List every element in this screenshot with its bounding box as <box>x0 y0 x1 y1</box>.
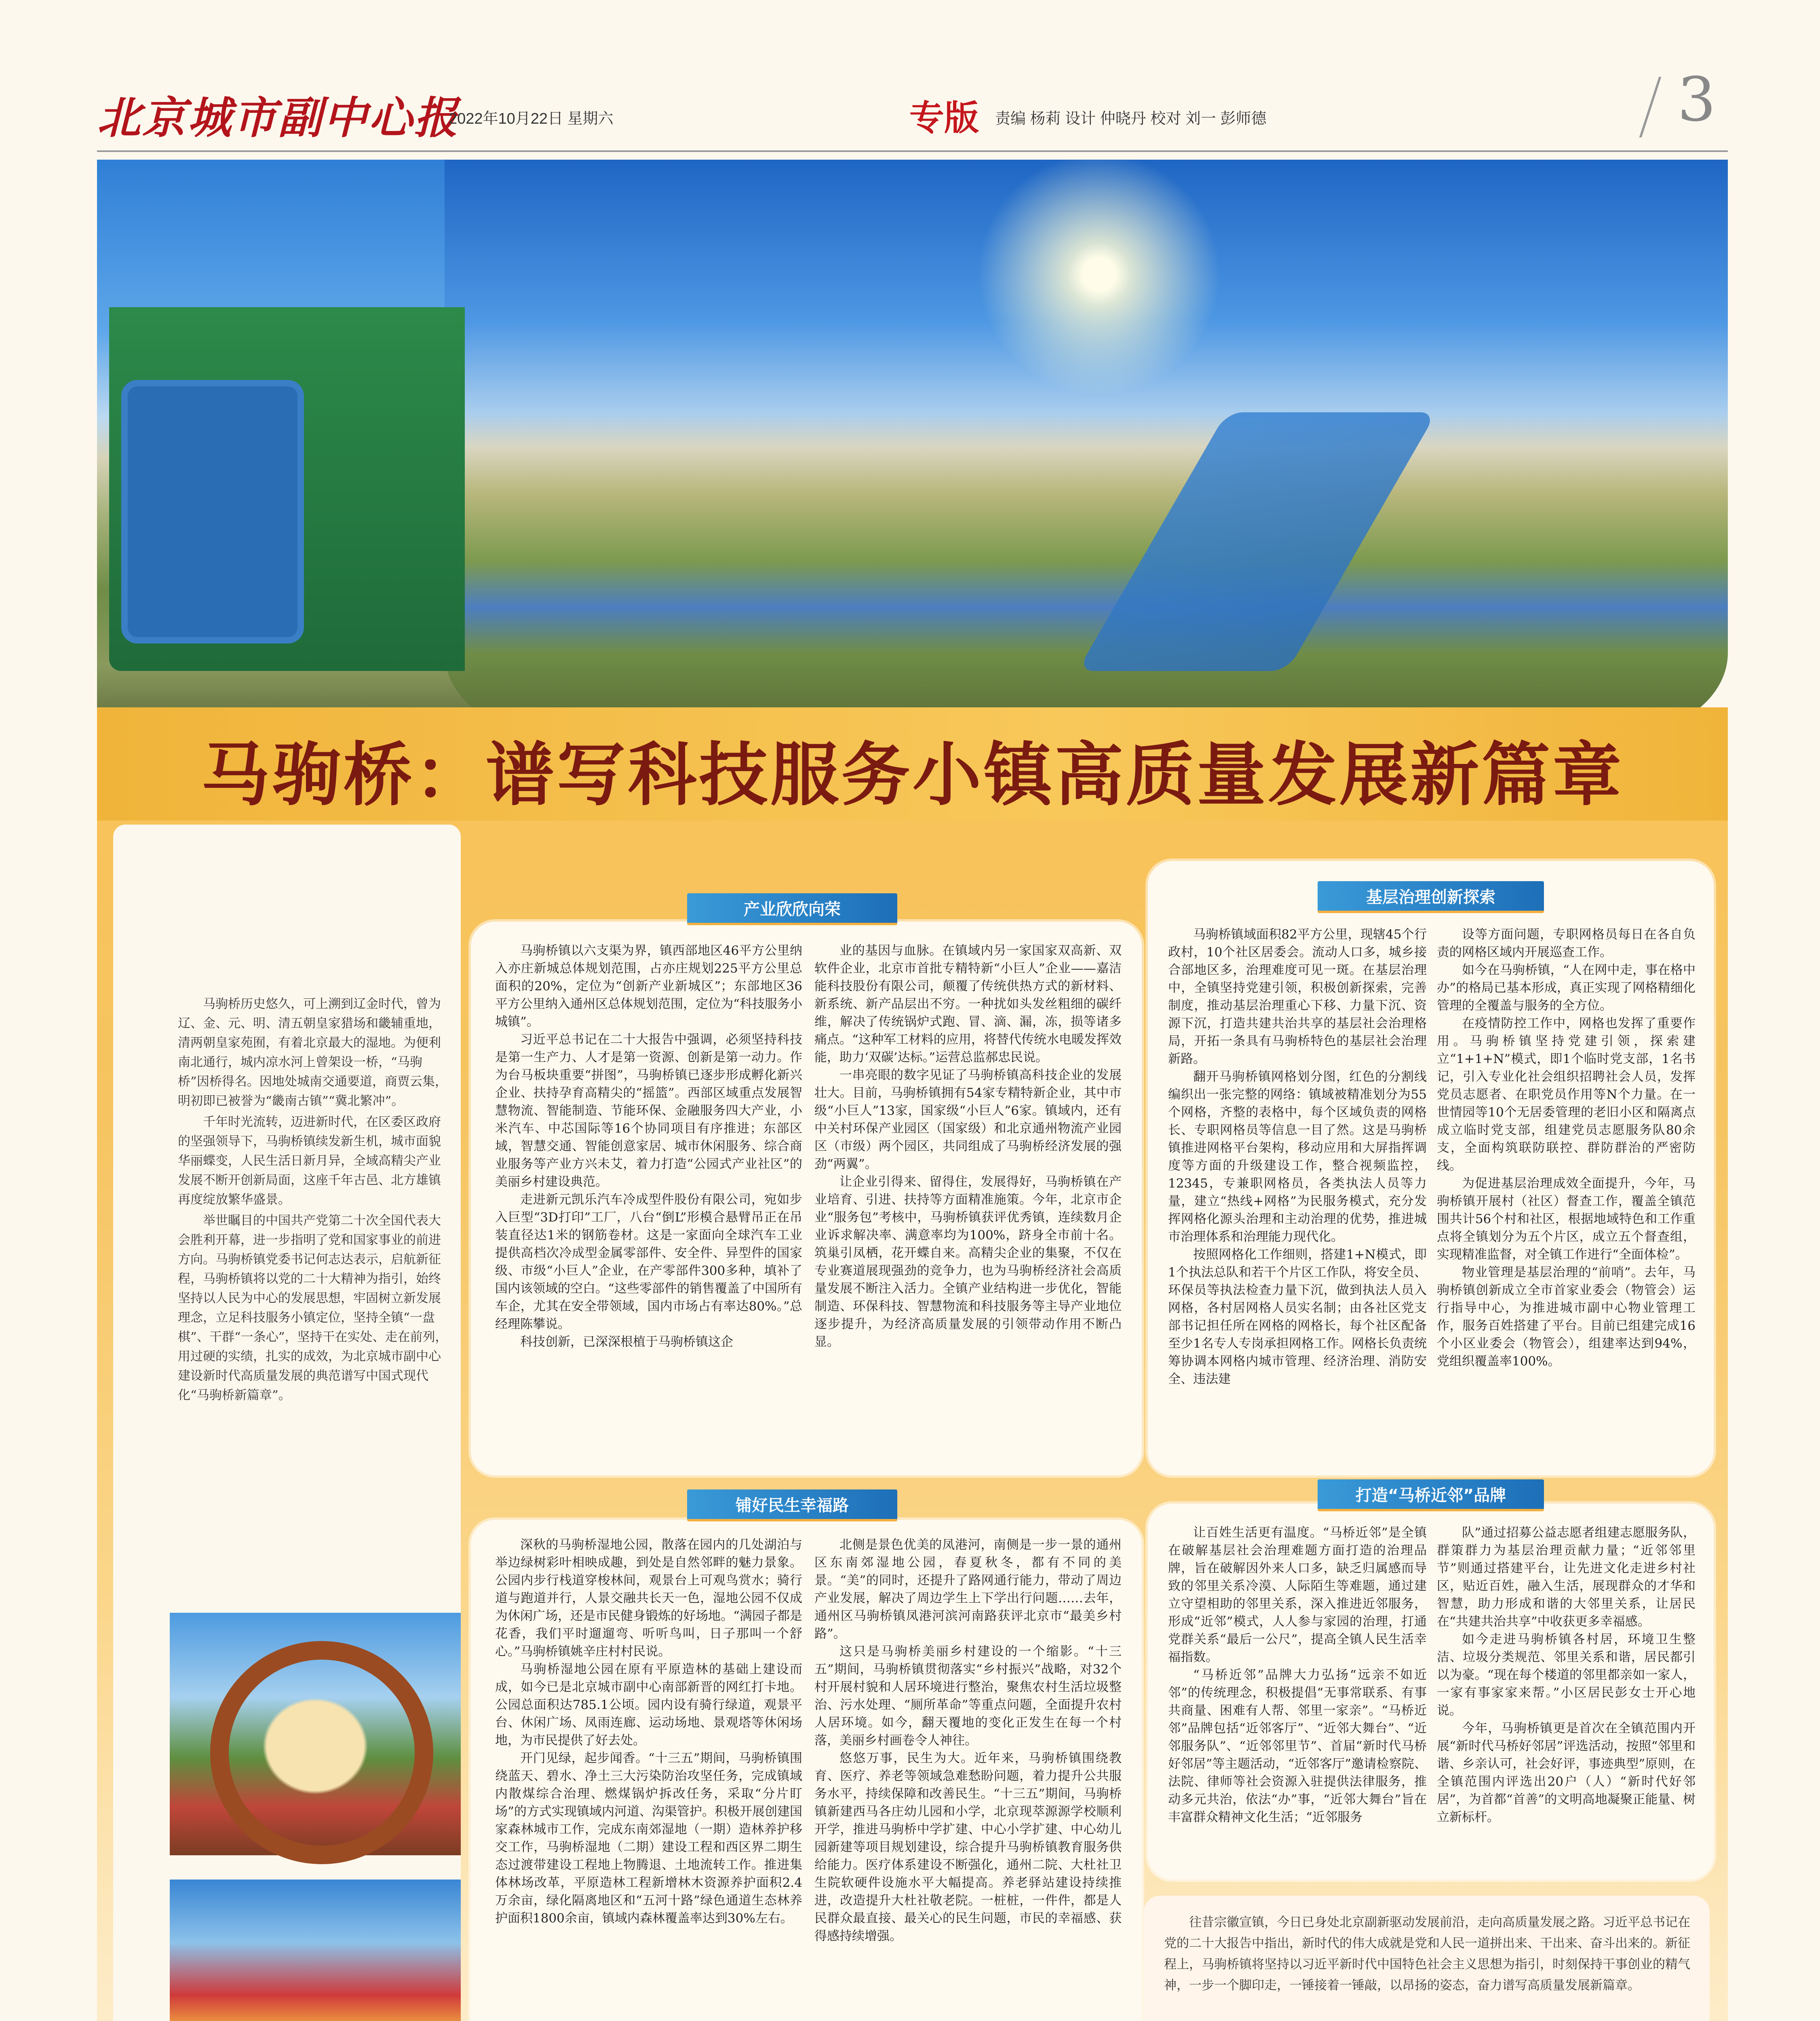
paragraph: 悠悠万事，民生为大。近年来，马驹桥镇围绕教育、医疗、养老等领域急难愁盼问题，着力提升公共服务水平，持续保障和改善民生。“十三五”期间，马驹桥镇新建西马各庄幼儿园和小学，北京现萃源源学校顺利开学，推进马驹桥中学扩建、中心小学扩建、中心幼儿园新建等项目规划建设，综合提升马驹桥镇教育服务供给能力。医疗体系建设不断强化，通州二院、大杜社卫生院软硬件设施水平大幅提高。养老驿站建设持续推进，改造提升大杜社敬老院。一桩桩，一件件，都是人民群众最直接、最关心的民生问题，市民的幸福感、获得感持续增强。 <box>814 1751 1122 1943</box>
paragraph: 设等方面问题，专职网格员每日在各自负责的网格区域内开展巡查工作。 <box>1437 927 1696 960</box>
paragraph: 走进新元凯乐汽车冷成型件股份有限公司，宛如步入巨型“3D打印”工厂，八台“倒L”形模合悬臂吊正在吊装直径达1米的钢筋卷材。这是一家面向全球汽车工业提供高档次冷成型金属零部件、安全件、异型件的国家级、市级“小巨人”企业，在产零部件300多种，填补了国内该领域的空白。“这些零部件的销售覆盖了中国所有车企，尤其在安全带领域，国内市场占有率达80%。”总经理陈攀说。 <box>495 1192 802 1331</box>
paragraph: 队”通过招募公益志愿者组建志愿服务队，群策群力为基层治理贡献力量；“近邻邻里节”则通过搭建平台，让先进文化走进乡村社区，贴近百姓，融入生活，展现群众的才华和智慧，助力形成和谐的大邻里关系，让居民在“共建共治共享”中收获更多幸福感。 <box>1437 1525 1696 1629</box>
paragraph: 物业管理是基层治理的“前哨”。去年，马驹桥镇创新成立全市首家业委会（物管会）运行指导中心，为推进城市副中心物业管理工作，服务百姓搭建了平台。目前已组建完成16个小区业委会（物管会），组建率达到94%，党组织覆盖率100%。 <box>1437 1265 1696 1369</box>
closing-text <box>1164 1912 1693 1996</box>
governance-column-1 <box>1168 926 1427 1388</box>
livelihood-heading: 铺好民生幸福路 <box>687 1489 897 1521</box>
industry-column-2 <box>814 942 1122 1351</box>
governance-column-2 <box>1437 926 1696 1370</box>
paragraph: 在疫情防控工作中，网格也发挥了重要作用。马驹桥镇坚持党建引领，探索建立“1+1+N”模式，即1个临时党支部，1名书记，引入专业化社会组织招聘社会人员，发挥党员志愿者、在职党员作用等N个力量。在一世情园等10个无居委管理的老旧小区和隔离点成立临时党支部，组建党员志愿服务队80余支，全面构筑联防联控、群防群治的严密防线。 <box>1437 1016 1696 1173</box>
paragraph: 马驹桥湿地公园在原有平原造林的基础上建设而成，如今已是北京城市副中心南部新晋的网红打卡地。公园总面积达785.1公顷。园内设有骑行绿道，观景平台、休闲广场、凤雨连廊、运动场地、景观塔等休闲场地，为市民提供了好去处。 <box>495 1662 802 1748</box>
closing-paragraph: 往昔宗徽宣镇，今日已身处北京副新驱动发展前沿，走向高质量发展之路。习近平总书记在党的二十大报告中指出，新时代的伟大成就是党和人民一道拼出来、干出来、奋斗出来的。新征程上，马驹桥镇将坚持以习近平新时代中国特色社会主义思想为指引，时刻保持干事创业的精气神，一步一个脚印走，一锤接着一锤敲，以昂扬的姿态，奋力谱写高质量发展新篇章。 <box>1164 1915 1690 1993</box>
paragraph: 让企业引得来、留得住，发展得好，马驹桥镇在产业培育、引进、扶持等方面精准施策。今年，北京市企业“服务包”考核中，马驹桥镇获评优秀镇，连续数月企业诉求解决率、满意率均为100%，跻身全市前十名。筑巢引凤栖，花开蝶自来。高精尖企业的集聚，不仅在专业赛道展现强劲的竞争力，也为马驹桥经济社会高质量发展不断注入活力。全镇产业结构进一步优化，智能制造、环保科技、智慧物流和科技服务等主导产业地位逐步提升，为经济高质量发展的引领带动作用不断凸显。 <box>814 1175 1122 1349</box>
page-divider <box>1639 77 1662 137</box>
paragraph: 业的基因与血脉。在镇域内另一家国家双高新、双软件企业，北京市首批专精特新“小巨人”企业——嘉洁能科技股份有限公司，颠覆了传统供热方式的新材料、新系统、新产品层出不穷。一种扰如头发丝粗细的碳纤维，解决了传统锅炉式跑、冒、滴、漏，冻，损等诸多痛点。“这种军工材料的应用，将替代传统水电暖发挥效能，助力‘双碳’达标。”运营总监郝忠民说。 <box>814 943 1122 1065</box>
lede-text <box>178 994 453 1407</box>
community-event-photo <box>170 1880 461 2021</box>
paragraph: 按照网格化工作细则，搭建1+N模式，即1个执法总队和若干个片区工作队，将安全员、环保员等执法检查力量下沉，做到执法人员入网格，各村居网格人员实名制；由各社区党支部书记担任所在网格的网格长，每个社区配备至少1名专人专岗承担网格工作。网格长负责统筹协调本网格内城市管理、经济治理、消防安全、违法建 <box>1168 1247 1427 1386</box>
lede-paragraph: 马驹桥历史悠久，可上溯到辽金时代，曾为辽、金、元、明、清五朝皇家猎场和畿辅重地，清两朝皇家苑囿，有着北京最大的湿地。为便利南北通行，城内凉水河上曾架设一桥，“马驹桥”因桥得名。因地处城南交通要道，商贾云集，明初即已被誉为“畿南古镇”“冀北繁冲”。 <box>178 997 447 1108</box>
industry-column-1 <box>495 942 802 1351</box>
ring-sculpture-shape <box>210 1641 433 1864</box>
paragraph: 马驹桥镇域面积82平方公里，现辖45个行政村，10个社区居委会。流动人口多，城乡接合部地区多，治理难度可见一斑。在基层治理中，全镇坚持党建引领，积极创新探索，完善制度，推动基层治理重心下移、力量下沉、资源下沉，打造共建共治共享的基层社会治理格局，开拓一条具有马驹桥特色的基层社会治理新路。 <box>1168 927 1427 1066</box>
brand-column-2 <box>1437 1524 1696 1826</box>
paragraph: 如今在马驹桥镇，“人在网中走，事在格中办”的格局已基本形成，真正实现了网格精细化管理的全覆盖与服务的全方位。 <box>1437 963 1696 1013</box>
running-track-shape <box>121 380 304 643</box>
masthead: 北京城市副中心报 <box>97 93 460 143</box>
page-number: 3 <box>1677 65 1716 135</box>
governance-heading: 基层治理创新探索 <box>1318 881 1544 913</box>
paragraph: 一串亮眼的数字见证了马驹桥镇高科技企业的发展壮大。目前，马驹桥镇拥有54家专精特新企业，其中市级“小巨人”13家，国家级“小巨人”6家。镇域内，还有中关村环保产业园区（国家级）和北京通州物流产业园区（市级）两个园区，共同组成了马驹桥经济发展的强劲“两翼”。 <box>814 1068 1122 1171</box>
livelihood-column-2 <box>814 1536 1122 1945</box>
editor-credits: 责编 杨莉 设计 仲晓丹 校对 刘一 彭师德 <box>995 110 1267 127</box>
paragraph: 开门见绿，起步闻香。“十三五”期间，马驹桥镇围绕蓝天、碧水、净土三大污染防治攻坚任务，完成镇域内散煤综合治理、燃煤锅炉拆改任务，采取“分片盯场”的方式实现镇域内河道、沟渠管护。积极开展创建国家森林城市工作，完成东南郊湿地（一期）造林养护移交工作，马驹桥湿地（二期）建设工程和西区界二期生态过渡带建设工程地上物腾退、土地流转工作。推进集体林场改革，平原造林工程新增林木资源养护面积2.4万余亩，绿化隔离地区和“五河十路”绿色通道生态林养护面积1800余亩，镇域内森林覆盖率达到30%左右。 <box>495 1751 802 1926</box>
paragraph: 翻开马驹桥镇网格划分图，红色的分割线编织出一张完整的网络：镇域被精准划分为55个网格，齐整的表格中，每个区域负责的网格长、专职网格员等信息一目了然。这是马驹桥镇推进网格平台架构，移动应用和大屏指挥调度等方面的升级建设工作，整合视频监控，12345，专兼职网格员，各类执法人员等力量，建立“热线+网格”为民服务模式，充分发挥网格化源头治理和主动治理的优势，推进城市治理体系和治理能力现代化。 <box>1168 1070 1427 1244</box>
paragraph: 北侧是景色优美的凤港河，南侧是一步一景的通州区东南郊湿地公园，春夏秋冬，都有不同的美景。“美”的同时，还提升了路网通行能力，带动了周边产业发展，解决了周边学生上下学出行问题……去年，通州区马驹桥镇凤港河滨河南路获评北京市“最美乡村路”。 <box>814 1538 1122 1641</box>
page-title: 马驹桥：谱写科技服务小镇高质量发展新篇章 <box>201 735 1624 815</box>
paragraph: 科技创新，已深深根植于马驹桥镇这企 <box>520 1335 733 1349</box>
section-label: 专版 <box>909 98 979 138</box>
paragraph: 今年，马驹桥镇更是首次在全镇范围内开展“新时代马桥好邻居”评选活动，按照“邻里和谐、乡亲认可，社会好评，事迹典型”原则，在全镇范围内评选出20户（人）“新时代好邻居”，为首都“首善”的文明高地凝聚正能量、树立新标杆。 <box>1437 1721 1696 1825</box>
paragraph: 马驹桥镇以六支渠为界，镇西部地区46平方公里纳入亦庄新城总体规划范围，占亦庄规划225平方公里总面积的20%，定位为“创新产业新城区”；东部地区36平方公里纳入通州区总体规划范围，定位为“科技服务小城镇”。 <box>495 943 802 1029</box>
paragraph: 让百姓生活更有温度。“马桥近邻”是全镇在破解基层社会治理难题方面打造的治理品牌，旨在破解因外来人口多，缺乏归属感而导致的邻里关系冷漠、人际陌生等难题，通过建立守望相助的邻里关系，深入推进近邻服务，形成“近邻”模式，人人参与家园的治理，打通党群关系“最后一公尺”，提高全镇人民生活幸福指数。 <box>1168 1525 1427 1664</box>
lede-paragraph: 千年时光流转，迈进新时代，在区委区政府的坚强领导下，马驹桥镇续发新生机，城市面貌华丽蝶变，人民生活日新月异，全域高精尖产业发展不断开创新局面，这座千年古邑、北方雄镇再度绽放繁华盛景。 <box>178 1115 441 1207</box>
paragraph: “马桥近邻”品牌大力弘扬“远亲不如近邻”的传统理念，积极提倡“无事常联系、有事共商量、困难有人帮、邻里一家亲”。“马桥近邻”品牌包括“近邻客厅”、“近邻大舞台”、“近邻服务队”、“近邻邻里节”、首届“新时代马桥好邻居”等主题活动，“近邻客厅”邀请检察院、法院、律师等社会资源入驻提供法律服务，推动多元共治，依法“办”事，“近邻大舞台”旨在丰富群众精神文化生活；“近邻服务 <box>1168 1668 1427 1825</box>
paragraph: 为促进基层治理成效全面提升，今年，马驹桥镇开展村（社区）督查工作，覆盖全镇范围共计56个村和社区，根据地域特色和工作重点将全镇划分为五个片区，成立五个督查组，实现精准监督，对全镇工作进行“全面体检”。 <box>1437 1176 1696 1262</box>
paragraph: 深秋的马驹桥湿地公园，散落在园内的几处湖泊与举边绿树彩叶相映成趣，到处是自然邻畔的魅力景象。公园内步行栈道穿梭林间，观景台上可观鸟赏水；骑行道与跑道并行，人景交融共长天一色，湿地公园不仅成为休闲广场，还是市民健身锻炼的好场地。“满园子都是花香，我们平时遛遛弯、听听鸟叫，日子那叫一个舒心。”马驹桥镇姚辛庄村村民说。 <box>495 1538 802 1659</box>
industry-heading: 产业欣欣向荣 <box>687 893 897 925</box>
brand-column-1 <box>1168 1524 1427 1826</box>
hero-aerial-photo <box>445 160 1728 734</box>
paragraph: 这只是马驹桥美丽乡村建设的一个缩影。“十三五”期间，马驹桥镇贯彻落实“乡村振兴”战略，对32个村开展村貌和人居环境进行整治，聚焦农村生活垃圾整治、污水处理、“厕所革命”等重点问题，全面提升农村人居环境。如今，翻天覆地的变化正发生在每一个村落，美丽乡村画卷令人神往。 <box>814 1644 1122 1748</box>
paragraph: 习近平总书记在二十大报告中强调，必须坚持科技是第一生产力、人才是第一资源、创新是第一动力。作为台马板块重要“拼图”，马驹桥镇已逐步形成孵化新兴企业、扶持孕育高精尖的“摇篮”。西部区域重点发展智慧物流、智能制造、节能环保、金融服务四大产业，小米汽车、中芯国际等16个协同项目有序推进；东部区域，智慧交通、智能创意家居、城市休闲服务、综合商业服务等产业方兴未艾，着力打造“公园式产业社区”的美丽乡村建设典范。 <box>495 1032 802 1189</box>
livelihood-column-1 <box>495 1536 802 1927</box>
lede-paragraph: 举世瞩目的中国共产党第二十次全国代表大会胜利开幕，进一步指明了党和国家事业的前进方向。马驹桥镇党委书记何志达表示，启航新征程，马驹桥镇将以党的二十大精神为指引，始终坚持以人民为中心的发展思想，牢固树立新发展理念，立足科技服务小镇定位，坚持全镇“一盘棋”、干群“一条心”，坚持干在实处、走在前列，用过硬的实绩，扎实的成效，为北京城市副中心建设新时代高质量发展的典范谱写中国式现代化“马驹桥新篇章”。 <box>178 1213 448 1403</box>
header-rule <box>97 150 1728 152</box>
paragraph: 如今走进马驹桥镇各村居，环境卫生整洁、垃圾分类规范、邻里关系和谐，居民都引以为豪。“现在每个楼道的邻里都亲如一家人，一家有事家家来帮。”小区居民彭女士开心地说。 <box>1437 1632 1696 1718</box>
issue-date: 2022年10月22日 星期六 <box>449 110 614 127</box>
brand-heading: 打造“马桥近邻”品牌 <box>1318 1479 1544 1511</box>
